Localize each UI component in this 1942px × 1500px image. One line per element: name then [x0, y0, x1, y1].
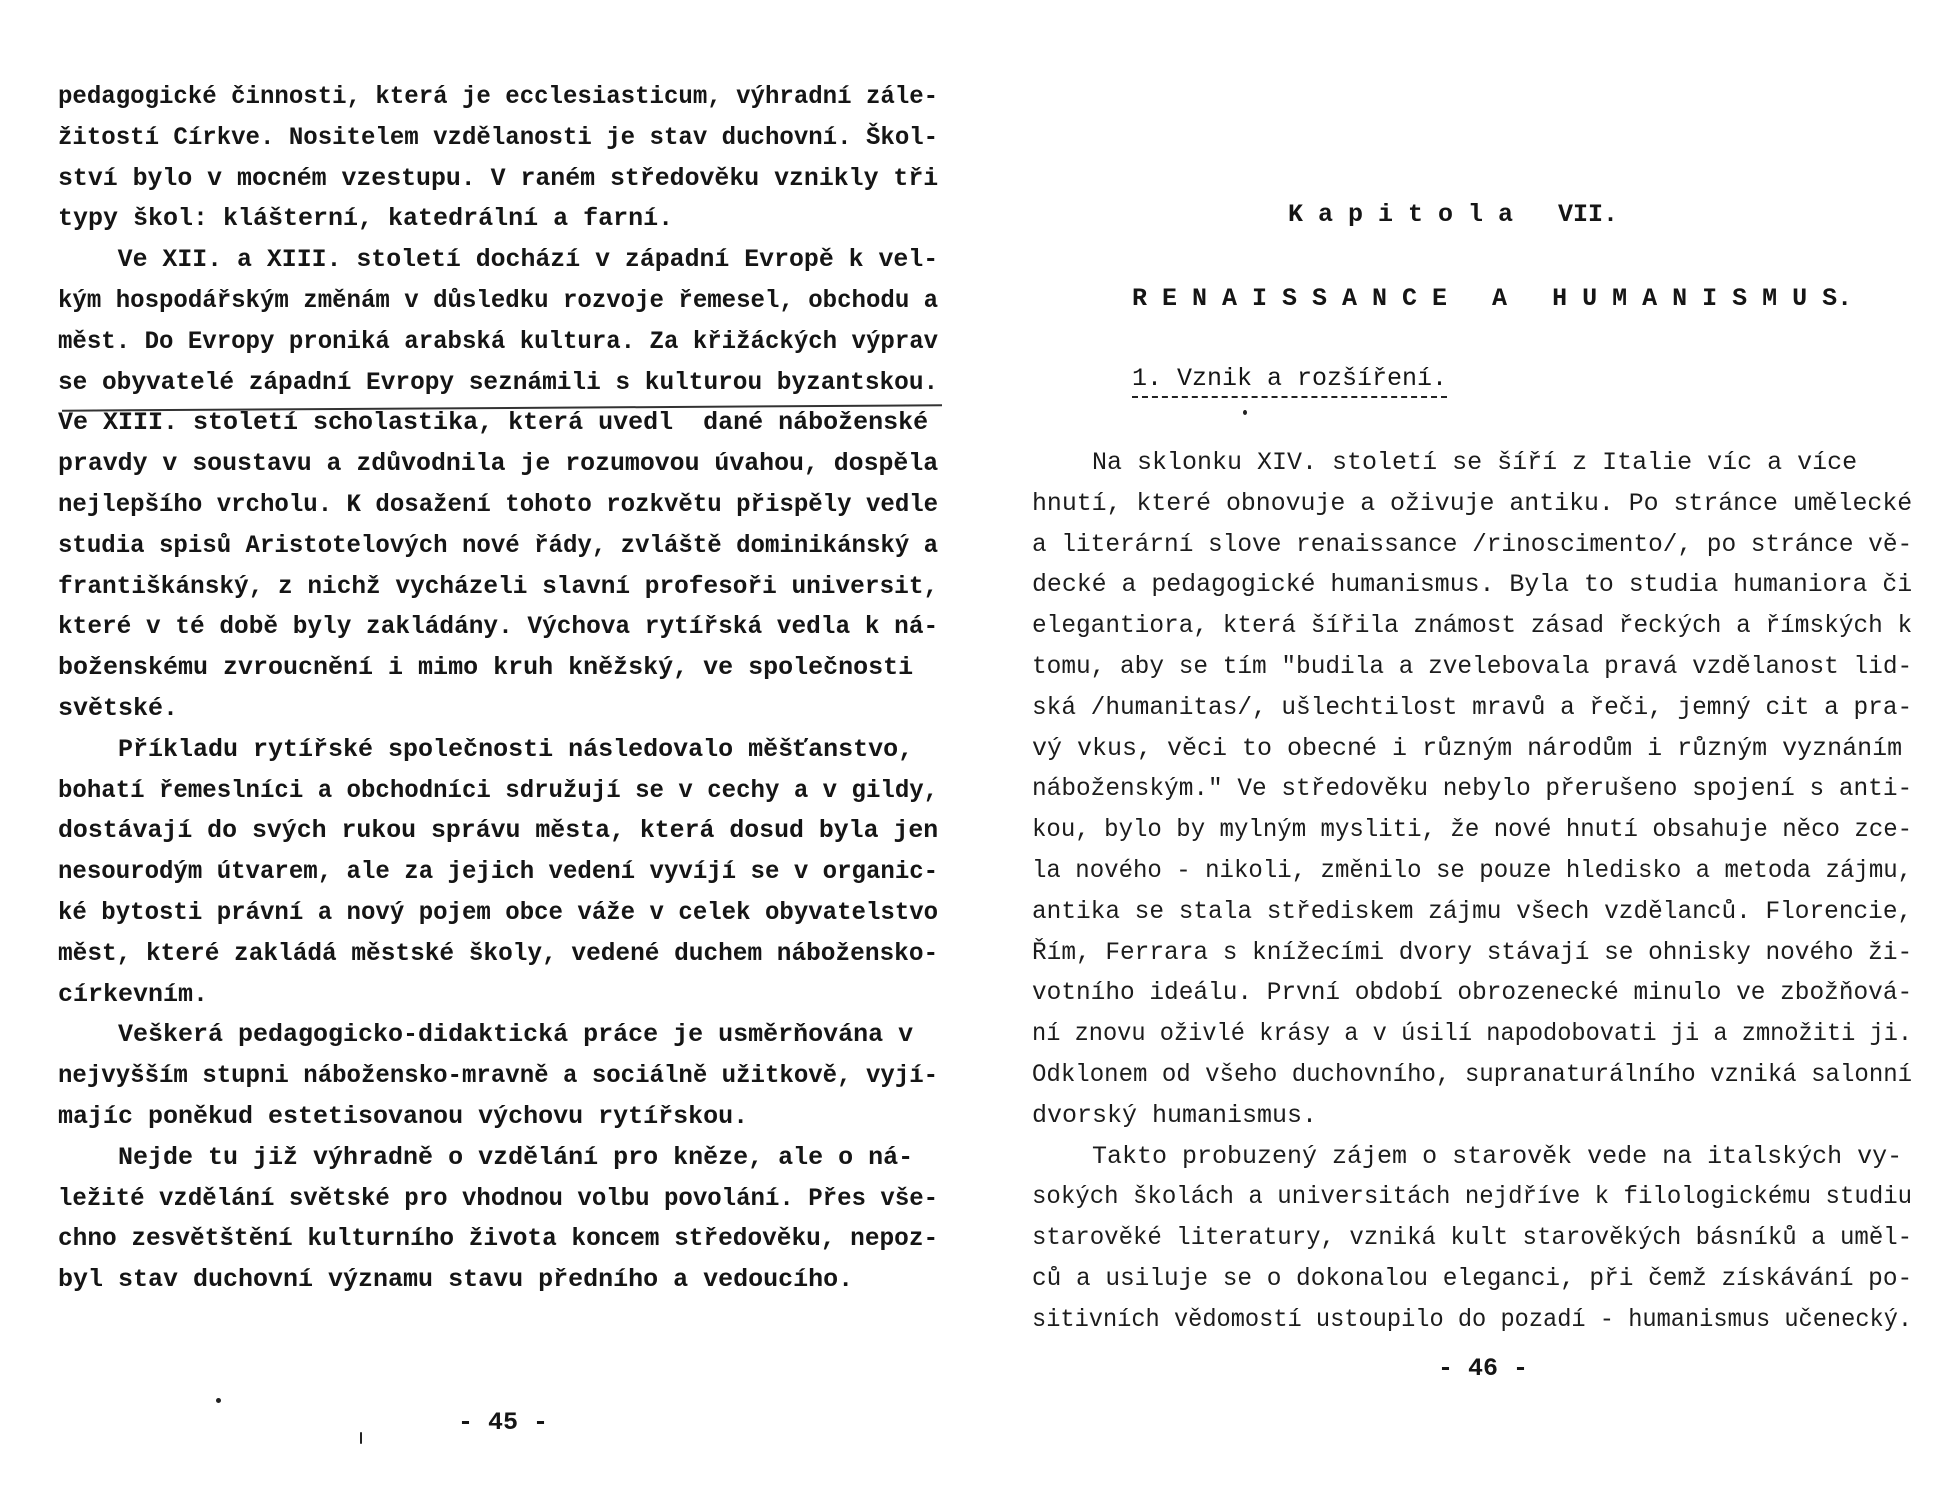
chapter-label: K a p i t o l a VII. — [1288, 200, 1619, 229]
text-line: se obyvatelé západní Evropy seznámili s kulturou byzantskou. — [58, 367, 939, 397]
text-line: kou, bylo by mylným mysliti, že nové hnutí obsahuje něco zce- — [1032, 815, 1913, 845]
text-line: chno zesvětštění kulturního života koncem středověku, nepoz- — [58, 1224, 939, 1254]
text-line: Ve XII. a XIII. století dochází v západní Evropě k vel- — [58, 245, 939, 275]
text-line: nejvyšším stupni nábožensko-mravně a sociálně užitkově, vyjí- — [58, 1061, 939, 1091]
text-line: Nejde tu již výhradně o vzdělání pro kněze, ale o ná- — [58, 1142, 914, 1172]
text-line: Příkladu rytířské společnosti následovalo měšťanstvo, — [58, 734, 914, 764]
text-line: pedagogické činnosti, která je ecclesiasticum, výhradní zále- — [58, 82, 939, 111]
text-line: žitostí Církve. Nositelem vzdělanosti je stav duchovní. Škol- — [58, 122, 939, 152]
text-line: studia spisů Aristotelových nové řády, zvláště dominikánský a — [58, 530, 939, 560]
text-line: pravdy v soustavu a zdůvodnila je rozumovou úvahou, dospěla — [58, 449, 939, 479]
text-line: františkánský, z nichž vycházeli slavní profesoři universit, — [58, 571, 939, 601]
text-line: elegantiora, která šířila známost zásad řeckých a římských k — [1032, 611, 1913, 641]
text-line: Odklonem od všeho duchovního, supranaturálního vzniká salonní — [1032, 1060, 1913, 1089]
text-line: kým hospodářským změnám v důsledku rozvoje řemesel, obchodu a — [58, 286, 939, 315]
text-line: ců a usiluje se o dokonalou eleganci, při čemž získávání po- — [1032, 1264, 1913, 1293]
text-line: typy škol: klášterní, katedrální a farní. — [58, 204, 674, 234]
text-line: decké a pedagogické humanismus. Byla to studia humaniora či — [1032, 570, 1913, 600]
text-line: starověké literatury, vzniká kult starověkých básníků a uměl- — [1032, 1223, 1913, 1253]
chapter-title: R E N A I S S A N C E A H U M A N I S M U S. — [1132, 284, 1853, 313]
text-line: majíc poněkud estetisovanou výchovu rytířskou. — [58, 1102, 749, 1131]
ink-speck — [216, 1398, 221, 1403]
text-line: ní znovu oživlé krásy a v úsilí napodobovati ji a zmnožiti ji. — [1032, 1019, 1913, 1049]
text-line: ství bylo v mocném vzestupu. V raném středověku vznikly tři — [58, 163, 939, 193]
text-line: měst, které zakládá městské školy, vedené duchem nábožensko- — [58, 938, 939, 968]
text-line: sitivních vědomostí ustoupilo do pozadí - humanismus učenecký. — [1032, 1304, 1913, 1334]
text-line: boženskému zvroucnění i mimo kruh kněžský, ve společnosti — [58, 653, 914, 683]
text-line: votního ideálu. První období obrozenecké minulo ve zbožňová- — [1032, 978, 1913, 1008]
text-line: byl stav duchovní významu stavu předního a vedoucího. — [58, 1265, 854, 1295]
text-line: antika se stala střediskem zájmu všech vzdělanců. Florencie, — [1032, 896, 1913, 926]
text-line: vý vkus, věci to obecné i různým národům i různým vyznáním — [1032, 733, 1903, 763]
text-line: ké bytosti právní a nový pojem obce váže v celek obyvatelstvo — [58, 898, 939, 927]
text-line: dvorský humanismus. — [1032, 1100, 1318, 1130]
text-line: měst. Do Evropy proniká arabská kultura. Za křižáckých výprav — [58, 326, 939, 356]
text-line: Na sklonku XIV. století se šíří z Italie víc a více — [1032, 448, 1858, 477]
ink-speck — [1243, 410, 1247, 415]
text-line: bohatí řemeslníci a obchodníci sdružují se v cechy a v gildy, — [58, 775, 939, 805]
text-line: dostávají do svých rukou správu města, která dosud byla jen — [58, 816, 939, 846]
text-line: církevním. — [58, 979, 209, 1009]
text-line: sokých školách a universitách nejdříve k filologickému studiu — [1032, 1182, 1913, 1212]
text-line: Veškerá pedagogicko-didaktická práce je usměrňována v — [58, 1020, 914, 1050]
text-line: Ve XIII. století scholastika, která uvedl dané náboženské — [58, 408, 929, 438]
text-line: nesourodým útvarem, ale za jejich vedení vyvíjí se v organic- — [58, 857, 939, 887]
left-page — [0, 0, 960, 1500]
text-line: ská /humanitas/, ušlechtilost mravů a řeči, jemný cit a pra- — [1032, 692, 1913, 722]
text-line: Řím, Ferrara s knížecími dvory stávají se ohnisky nového ži- — [1032, 937, 1913, 967]
text-line: které v té době byly zakládány. Výchova rytířská vedla k ná- — [58, 612, 939, 642]
text-line: la nového - nikoli, změnilo se pouze hledisko a metoda zájmu, — [1032, 856, 1913, 885]
text-line: nejlepšího vrcholu. K dosažení tohoto rozkvětu přispěly vedle — [58, 490, 939, 519]
ink-speck — [360, 1432, 362, 1444]
section-heading: 1. Vznik a rozšíření. — [1132, 364, 1447, 398]
page-number-left: - 45 - — [458, 1408, 549, 1437]
text-line: hnutí, které obnovuje a oživuje antiku. Po stránce umělecké — [1032, 488, 1913, 518]
text-line: světské. — [58, 694, 179, 723]
text-line: ležité vzdělání světské pro vhodnou volbu povolání. Přes vše- — [58, 1183, 939, 1213]
text-line: Takto probuzený zájem o starověk vede na italských vy- — [1032, 1141, 1903, 1171]
text-line: a literární slove renaissance /rinoscimento/, po stránce vě- — [1032, 529, 1913, 559]
text-line: náboženským." Ve středověku nebylo přerušeno spojení s anti- — [1032, 774, 1913, 804]
text-line: tomu, aby se tím "budila a zvelebovala pravá vzdělanost lid- — [1032, 652, 1913, 681]
right-page — [990, 0, 1942, 1500]
page-number-right: - 46 - — [1438, 1354, 1529, 1383]
